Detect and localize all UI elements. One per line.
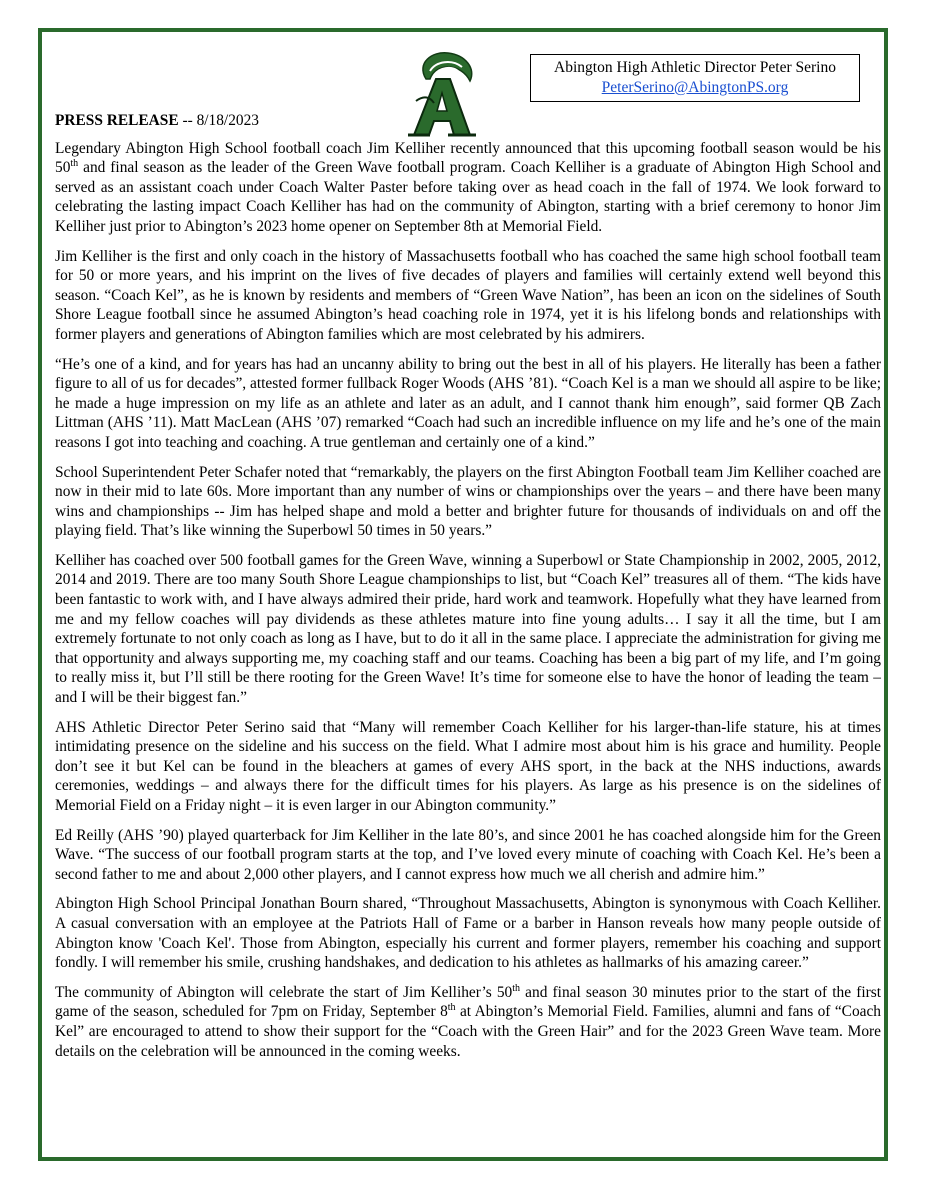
paragraph-9-sup-1: th bbox=[512, 982, 521, 994]
paragraph-1 bbox=[55, 139, 881, 237]
paragraph-1-sup: th bbox=[70, 158, 79, 170]
contact-box bbox=[530, 54, 860, 102]
release-label: PRESS RELEASE bbox=[55, 112, 179, 129]
paragraph-5: Kelliher has coached over 500 football games for the Green Wave, winning a Superbowl or State Championship in 2002, 2005, 2012, 2014 and 2019. There are too many South Shore League championships to list, but “Coach Kel” treasures all of them. “The kids have been fantastic to work with, and I have always admired their pride, hard work and teamwork. Hopefully what they have learned from me and my fellow coaches will pay dividends as these athletes mature into fine young adults… I say it all the time, but I am extremely fortunate to not only coach as long as I have, but to do it all in the same place. I appreciate the administration for giving me that opportunity and always supporting me, my coaching staff and our teams. Coaching has been a big part of my life, and I’m going to really miss it, but I’ll still be there rooting for the Green Wave! It’s time for someone else to have the honor of leading the team – and I will be their biggest fan.” bbox=[55, 551, 881, 707]
paragraph-9-text-a: The community of Abington will celebrate the start of Jim Kelliher’s 50 bbox=[55, 983, 513, 1001]
paragraph-1-text-a: Legendary Abington High School football coach Jim Kelliher recently announced that this upcoming football season would be his 50 bbox=[55, 139, 881, 177]
paragraph-9-text-c: at Abington’s Memorial Field. Families, alumni and fans of “Coach Kel” are encouraged to attend to show their support for the “Coach with the Green Hair” and for the 2023 Green Wave team. More details on the celebration will be announced in the coming weeks. bbox=[55, 1003, 881, 1060]
release-header bbox=[55, 111, 881, 131]
paragraph-4: School Superintendent Peter Schafer noted that “remarkably, the players on the first Abington Football team Jim Kelliher coached are now in their mid to late 60s. More important than any number of wins or championships over the years – and there have been many wins and championships -- Jim has helped shape and mold a better and brighter future for thousands of individuals on and off the playing field. That’s like winning the Superbowl 50 times in 50 years.” bbox=[55, 463, 881, 540]
contact-title: Abington High Athletic Director Peter Serino bbox=[554, 59, 836, 76]
paragraph-1-text-b: and final season as the leader of the Green Wave football program. Coach Kelliher is a graduate of Abington High School and served as an assistant coach under Coach Walter Paster before taking over as head coach in the fall of 1974. We look forward to celebrating the lasting impact Coach Kelliher has had on the community of Abington, starting with a brief ceremony to honor Jim Kelliher just prior to Abington’s 2023 home opener on September 8th at Memorial Field. bbox=[55, 159, 881, 235]
paragraph-9 bbox=[55, 983, 881, 1061]
paragraph-6: AHS Athletic Director Peter Serino said that “Many will remember Coach Kelliher for his larger-than-life stature, his at times intimidating presence on the sideline and his success on the field. What I admire most about him is his grace and humility. People don’t see it but Kel can be found in the bleachers at games of every AHS sport, in the back at the NHS inductions, awards ceremonies, weddings – and always there for the difficult times for his players. As large as his presence is on the sidelines of Memorial Field on a Friday night – it is even larger in our Abington community.” bbox=[55, 718, 881, 814]
contact-email-link[interactable]: PeterSerino@AbingtonPS.org bbox=[601, 79, 789, 96]
press-release-body bbox=[55, 111, 881, 1071]
paragraph-7: Ed Reilly (AHS ’90) played quarterback for Jim Kelliher in the late 80’s, and since 2001 he has coached alongside him for the Green Wave. “The success of our football program starts at the top, and I’ve loved every minute of coaching with Coach Kel. He’s been a second father to me and about 2,000 other players, and I cannot express how much we all cherish and admire him.” bbox=[55, 826, 881, 883]
paragraph-3: “He’s one of a kind, and for years has had an uncanny ability to bring out the best in all of his players. He literally has been a father figure to all of us for decades”, attested former fullback Roger Woods (AHS ’81). “Coach Kel is a man we should all aspire to be like; he made a huge impression on my life as an athlete and later as an adult, and I cannot thank him enough”, said former QB Zach Littman (AHS ’11). Matt MacLean (AHS ’07) remarked “Coach had such an incredible influence on my life and he’s one of the main reasons I got into teaching and coaching. A true gentleman and certainly one of a kind.” bbox=[55, 355, 881, 451]
paragraph-9-text-b: and final season 30 minutes prior to the start of the first game of the season, scheduled for 7pm on Friday, September 8 bbox=[55, 983, 881, 1021]
paragraph-8: Abington High School Principal Jonathan Bourn shared, “Throughout Massachusetts, Abington is synonymous with Coach Kelliher. A casual conversation with an employee at the Patriots Hall of Fame or a barber in Hanson reveals how many people outside of Abington know 'Coach Kel'. Those from Abington, especially his current and former players, remember his coaching and support fondly. I will remember his smile, crushing handshakes, and dedication to his athletes as hallmarks of his amazing career.” bbox=[55, 895, 881, 972]
paragraph-2: Jim Kelliher is the first and only coach in the history of Massachusetts football who has coached the same high school football team for 50 or more years, and his imprint on the lives of five decades of players and families will certainly extend well beyond this season. “Coach Kel”, as he is known by residents and members of “Green Wave Nation”, has been an icon on the sidelines of South Shore League football since he assumed Abington’s head coaching role in 1974, yet it is his lifelong bonds and relationships with former players and generations of Abington families which are most celebrated by his admirers. bbox=[55, 247, 881, 343]
paragraph-9-sup-2: th bbox=[447, 1002, 456, 1014]
release-date: -- 8/18/2023 bbox=[182, 112, 259, 129]
